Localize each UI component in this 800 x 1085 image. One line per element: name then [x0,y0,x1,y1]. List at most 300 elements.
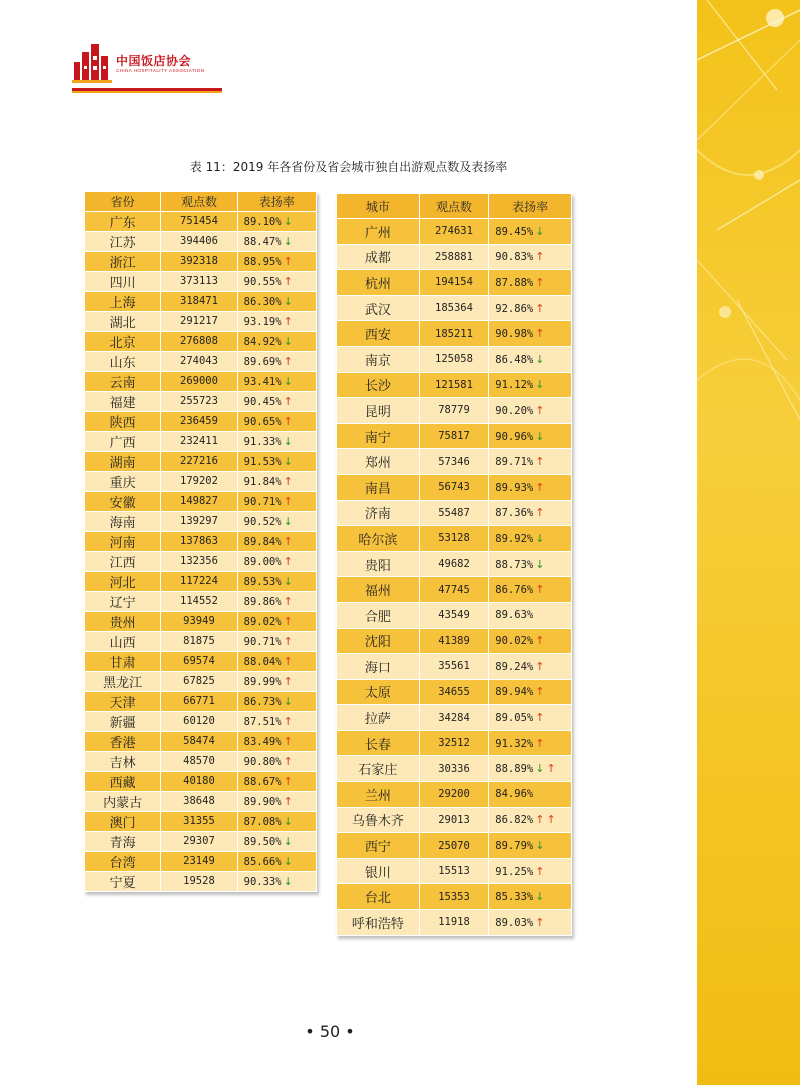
cell-count: 58474 [161,732,236,751]
cell-rate [489,782,571,807]
cell-name: 广州 [337,219,419,244]
cell-rate [238,812,316,831]
rate-value: 84.92% [243,335,282,348]
rate-value: 89.45% [495,225,534,238]
cell-count: 48570 [161,752,236,771]
cell-count: 15513 [420,859,489,884]
table-row [85,292,316,311]
rate-value: 89.24% [495,660,534,673]
cell-count: 32512 [420,731,489,756]
rate-value: 89.86% [243,595,282,608]
cell-rate [489,756,571,781]
arrow-up-icon: ↑ [283,494,293,508]
cell-name: 南京 [337,347,419,372]
arrow-up-icon: ↑ [535,915,545,929]
table-row [85,212,316,231]
arrow-down-icon: ↓ [535,557,545,571]
rate-value: 84.96% [495,788,534,801]
table-row [85,312,316,331]
table-row [85,672,316,691]
rate-value: 89.90% [243,795,282,808]
cell-name: 武汉 [337,296,419,321]
cell-count: 41389 [420,629,489,654]
cell-name: 贵州 [85,612,160,631]
cell-name: 贵阳 [337,552,419,577]
cell-count: 392318 [161,252,236,271]
cell-name: 南昌 [337,475,419,500]
cell-name: 西藏 [85,772,160,791]
cell-rate [238,632,316,651]
cell-rate [489,321,571,346]
city-table [336,193,572,936]
page-dot-left: • [305,1022,320,1041]
header-count: 观点数 [161,192,236,211]
arrow-up-icon: ↑ [283,414,293,428]
arrow-up-icon: ↑ [283,534,293,548]
table-row [85,472,316,491]
rate-value: 90.80% [243,755,282,768]
table-row [85,632,316,651]
rate-value: 85.66% [243,855,282,868]
rate-value: 90.20% [495,404,534,417]
arrow-down-icon: ↓ [535,429,545,443]
arrow-up-icon: ↑ [283,314,293,328]
cell-count: 57346 [420,449,489,474]
cell-rate [238,832,316,851]
cell-name: 合肥 [337,603,419,628]
arrow-up-icon: ↑ [283,614,293,628]
arrow-down-icon: ↓ [283,834,293,848]
cell-rate [238,852,316,871]
cell-count: 274631 [420,219,489,244]
rate-value: 90.71% [243,495,282,508]
cell-count: 29200 [420,782,489,807]
cell-count: 194154 [420,270,489,295]
cell-rate [238,792,316,811]
cell-name: 山西 [85,632,160,651]
arrow-up-icon: ↑ [283,394,293,408]
table-row [85,772,316,791]
cell-rate [489,577,571,602]
cell-name: 郑州 [337,449,419,474]
arrow-up-icon: ↑ [535,301,545,315]
cell-name: 广东 [85,212,160,231]
arrow-down-icon: ↓ [283,814,293,828]
cell-rate [238,752,316,771]
cell-rate [238,672,316,691]
cell-count: 117224 [161,572,236,591]
cell-rate [238,212,316,231]
cell-rate [489,347,571,372]
arrow-down-icon: ↓ [283,334,293,348]
cell-rate [238,292,316,311]
cell-name: 湖南 [85,452,160,471]
cell-rate [489,884,571,909]
cell-rate [489,680,571,705]
cell-name: 昆明 [337,398,419,423]
cell-name: 太原 [337,680,419,705]
table-row [337,219,571,244]
cell-rate [238,532,316,551]
cell-count: 69574 [161,652,236,671]
cell-name: 天津 [85,692,160,711]
arrow-up-icon: ↑ [283,594,293,608]
rate-value: 89.63% [495,609,534,622]
rate-value: 87.08% [243,815,282,828]
arrow-up-icon: ↑ [283,674,293,688]
arrow-down-icon: ↓ [283,514,293,528]
cell-count: 394406 [161,232,236,251]
rate-value: 91.33% [243,435,282,448]
table-row [337,449,571,474]
cell-name: 河北 [85,572,160,591]
cell-name: 济南 [337,501,419,526]
cell-count: 67825 [161,672,236,691]
table-row [337,501,571,526]
rate-value: 89.79% [495,840,534,853]
table-row [337,526,571,551]
cell-rate [238,352,316,371]
rate-value: 86.76% [495,584,534,597]
arrow-up-icon: ↑ [283,794,293,808]
arrow-down-icon: ↓ [283,574,293,588]
cell-rate [238,272,316,291]
cell-rate [489,398,571,423]
cell-name: 宁夏 [85,872,160,891]
light-rays-decor [697,0,800,1085]
cell-rate [238,572,316,591]
arrow-down-icon: ↓ [283,294,293,308]
rate-value: 88.47% [243,235,282,248]
cell-name: 海口 [337,654,419,679]
rate-value: 89.02% [243,615,282,628]
arrow-up-icon: ↑ [535,813,545,827]
cell-rate [489,552,571,577]
cell-rate [238,772,316,791]
cell-name: 甘肃 [85,652,160,671]
table-row [85,612,316,631]
cell-name: 台北 [337,884,419,909]
rate-value: 89.50% [243,835,282,848]
arrow-up-icon: ↑ [546,762,556,776]
arrow-up-icon: ↑ [535,736,545,750]
cell-name: 西安 [337,321,419,346]
rate-value: 91.25% [495,865,534,878]
cell-name: 台湾 [85,852,160,871]
table-row [337,577,571,602]
table-row [337,296,571,321]
arrow-up-icon: ↑ [535,685,545,699]
cell-name: 四川 [85,272,160,291]
arrow-up-icon: ↑ [283,274,293,288]
rate-value: 89.00% [243,555,282,568]
table-row [85,452,316,471]
cell-name: 陕西 [85,412,160,431]
rate-value: 88.67% [243,775,282,788]
cell-name: 石家庄 [337,756,419,781]
rate-value: 90.96% [495,430,534,443]
cell-rate [238,552,316,571]
arrow-down-icon: ↓ [535,352,545,366]
page-dot-right: • [340,1022,355,1041]
rate-value: 93.19% [243,315,282,328]
rate-value: 86.48% [495,353,534,366]
header-count: 观点数 [420,194,489,218]
arrow-up-icon: ↑ [283,774,293,788]
arrow-up-icon: ↑ [283,754,293,768]
cell-rate [238,492,316,511]
rate-value: 89.93% [495,481,534,494]
cell-count: 56743 [420,475,489,500]
cell-name: 成都 [337,245,419,270]
cell-count: 40180 [161,772,236,791]
rate-value: 88.73% [495,558,534,571]
cell-rate [489,731,571,756]
table-row [85,412,316,431]
cell-count: 185211 [420,321,489,346]
table-row [85,512,316,531]
cell-rate [238,232,316,251]
rate-value: 87.51% [243,715,282,728]
org-name-en: CHINA HOSPITALITY ASSOCIATION [116,68,205,73]
cell-count: 34284 [420,705,489,730]
cell-rate [238,472,316,491]
table-row [85,592,316,611]
cell-name: 浙江 [85,252,160,271]
cell-count: 137863 [161,532,236,551]
table-row [337,731,571,756]
rate-value: 90.83% [495,251,534,264]
cell-name: 内蒙古 [85,792,160,811]
cell-rate [238,872,316,891]
table-row [337,347,571,372]
association-logo [72,40,232,92]
cell-count: 318471 [161,292,236,311]
cell-count: 31355 [161,812,236,831]
arrow-up-icon: ↑ [535,506,545,520]
cell-rate [238,612,316,631]
cell-name: 上海 [85,292,160,311]
cell-rate [489,475,571,500]
cell-rate [489,603,571,628]
table-row [85,752,316,771]
table-row [337,833,571,858]
table-row [85,692,316,711]
cell-name: 海南 [85,512,160,531]
cell-rate [238,412,316,431]
arrow-down-icon: ↓ [283,874,293,888]
table-header-row [337,194,571,218]
arrow-up-icon: ↑ [535,583,545,597]
arrow-down-icon: ↓ [535,839,545,853]
cell-name: 杭州 [337,270,419,295]
rate-value: 91.53% [243,455,282,468]
table-row [85,492,316,511]
table-row [337,859,571,884]
cell-name: 乌鲁木齐 [337,808,419,833]
arrow-up-icon: ↑ [283,254,293,268]
arrow-up-icon: ↑ [535,659,545,673]
table-row [337,552,571,577]
cell-name: 香港 [85,732,160,751]
cell-count: 751454 [161,212,236,231]
cell-rate [489,859,571,884]
rate-value: 92.86% [495,302,534,315]
cell-name: 辽宁 [85,592,160,611]
table-row [337,398,571,423]
cell-name: 云南 [85,372,160,391]
table-row [337,680,571,705]
rate-value: 89.69% [243,355,282,368]
table-row [85,732,316,751]
cell-count: 75817 [420,424,489,449]
cell-rate [238,312,316,331]
arrow-up-icon: ↑ [283,554,293,568]
rate-value: 89.10% [243,215,282,228]
table-row [85,352,316,371]
cell-rate [238,512,316,531]
cell-name: 吉林 [85,752,160,771]
rate-value: 90.55% [243,275,282,288]
cell-count: 35561 [420,654,489,679]
rate-value: 93.41% [243,375,282,388]
arrow-up-icon: ↑ [535,455,545,469]
cell-rate [238,652,316,671]
arrow-up-icon: ↑ [283,714,293,728]
cell-rate [489,219,571,244]
cell-count: 49682 [420,552,489,577]
cell-name: 呼和浩特 [337,910,419,935]
table-row [85,232,316,251]
table-row [85,872,316,891]
table-row [337,782,571,807]
cell-rate [238,392,316,411]
cell-rate [489,424,571,449]
arrow-down-icon: ↓ [283,694,293,708]
table-row [337,270,571,295]
rate-value: 89.84% [243,535,282,548]
table-row [85,792,316,811]
cell-count: 236459 [161,412,236,431]
table-row [85,712,316,731]
table-row [85,572,316,591]
cell-count: 276808 [161,332,236,351]
cell-name: 湖北 [85,312,160,331]
cell-rate [489,833,571,858]
arrow-up-icon: ↑ [283,354,293,368]
cell-rate [489,654,571,679]
rate-value: 89.03% [495,916,534,929]
province-table [84,191,317,892]
table-row [337,629,571,654]
cell-name: 山东 [85,352,160,371]
rate-value: 90.33% [243,875,282,888]
cell-rate [489,245,571,270]
cell-rate [489,270,571,295]
rate-value: 90.65% [243,415,282,428]
header-rate: 表扬率 [489,194,571,218]
cell-count: 78779 [420,398,489,423]
cell-count: 29013 [420,808,489,833]
rate-value: 89.94% [495,686,534,699]
cell-name: 长春 [337,731,419,756]
table-row [85,812,316,831]
cell-rate [238,732,316,751]
cell-rate [489,910,571,935]
arrow-up-icon: ↑ [535,711,545,725]
rate-value: 87.36% [495,507,534,520]
cell-count: 29307 [161,832,236,851]
cell-rate [238,712,316,731]
cell-name: 江苏 [85,232,160,251]
cell-count: 34655 [420,680,489,705]
table-row [337,884,571,909]
page-number-value: 50 [319,1022,341,1041]
arrow-down-icon: ↓ [283,234,293,248]
cell-name: 河南 [85,532,160,551]
rate-value: 90.98% [495,328,534,341]
cell-count: 227216 [161,452,236,471]
cell-name: 广西 [85,432,160,451]
cell-name: 兰州 [337,782,419,807]
cell-rate [238,452,316,471]
arrow-up-icon: ↑ [535,250,545,264]
cell-count: 38648 [161,792,236,811]
arrow-up-icon: ↑ [535,275,545,289]
org-name-cn: 中国饭店协会 [116,54,192,68]
arrow-down-icon: ↓ [283,434,293,448]
cell-rate [238,592,316,611]
cell-count: 15353 [420,884,489,909]
table-row [85,852,316,871]
arrow-down-icon: ↓ [535,890,545,904]
building-logo-icon [72,42,114,86]
cell-count: 132356 [161,552,236,571]
arrow-down-icon: ↓ [535,224,545,238]
cell-rate [489,449,571,474]
table-row [85,272,316,291]
cell-name: 福建 [85,392,160,411]
arrow-down-icon: ↓ [535,762,545,776]
table-row [85,392,316,411]
rate-value: 83.49% [243,735,282,748]
table-row [85,332,316,351]
cell-rate [238,332,316,351]
cell-count: 149827 [161,492,236,511]
cell-count: 66771 [161,692,236,711]
cell-name: 沈阳 [337,629,419,654]
rate-value: 86.82% [495,814,534,827]
cell-name: 重庆 [85,472,160,491]
table-row [337,705,571,730]
cell-count: 60120 [161,712,236,731]
table-row [85,832,316,851]
cell-count: 373113 [161,272,236,291]
cell-name: 拉萨 [337,705,419,730]
table-row [337,321,571,346]
table-row [85,372,316,391]
cell-name: 银川 [337,859,419,884]
cell-count: 232411 [161,432,236,451]
cell-count: 43549 [420,603,489,628]
side-decor-band [697,0,800,1085]
rate-value: 89.71% [495,456,534,469]
cell-count: 30336 [420,756,489,781]
cell-rate [238,252,316,271]
cell-count: 114552 [161,592,236,611]
rate-value: 89.05% [495,712,534,725]
cell-count: 291217 [161,312,236,331]
